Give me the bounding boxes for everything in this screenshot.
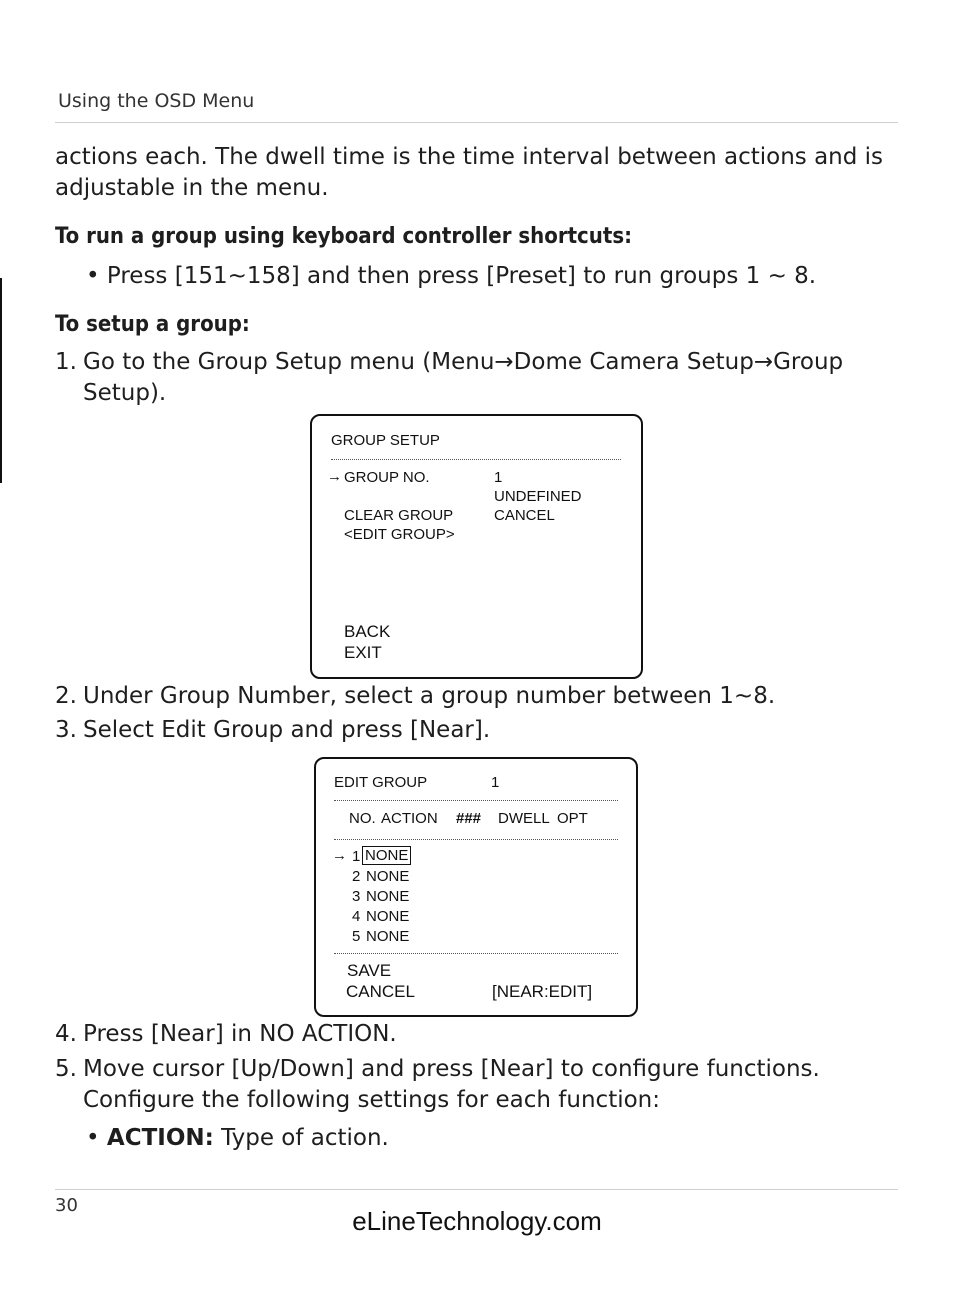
header-rule: [55, 122, 898, 123]
row-number: 4: [352, 908, 361, 925]
row-action: NONE: [366, 928, 410, 945]
col-opt: OPT: [557, 810, 588, 827]
save-item: SAVE: [347, 961, 392, 980]
row-action-selected: NONE: [362, 846, 411, 865]
step-2: [0, 681, 954, 712]
step-5: [0, 1054, 954, 1118]
edit-group-number: 1: [491, 774, 500, 791]
near-edit-hint: [NEAR:EDIT]: [492, 982, 593, 1001]
step-number: 1.: [55, 349, 77, 375]
col-dwell: DWELL: [498, 810, 550, 827]
step-4: [0, 1019, 954, 1050]
edit-group-screen: [314, 757, 638, 1017]
clear-group-label: CLEAR GROUP: [344, 507, 454, 524]
col-action: ACTION: [381, 810, 438, 827]
back-item: BACK: [344, 622, 391, 641]
row-number: 5: [352, 928, 361, 945]
row-action: NONE: [366, 868, 410, 885]
group-setup-screen: [310, 414, 643, 679]
osd-divider: [331, 459, 621, 460]
col-no: NO.: [349, 810, 376, 827]
intro-paragraph: actions each. The dwell time is the time interval between actions and is adjustable in the menu.: [55, 144, 884, 201]
osd-divider: [334, 839, 618, 840]
step-3: [0, 715, 954, 746]
step-number: 5.: [55, 1056, 77, 1082]
exit-item: EXIT: [344, 643, 382, 662]
footer-rule: [55, 1189, 898, 1190]
step-number: 2.: [55, 683, 77, 709]
bullet-keyboard: • Press [151~158] and then press [Preset] to run groups 1 ~ 8.: [86, 263, 817, 289]
group-status: UNDEFINED: [494, 488, 582, 505]
step-text: Press [Near] in NO ACTION.: [83, 1021, 397, 1047]
group-no-value: 1: [494, 469, 503, 486]
footer-website: eLineTechnology.com: [352, 1206, 602, 1236]
osd-title: GROUP SETUP: [331, 432, 440, 449]
step-text: Select Edit Group and press [Near].: [83, 717, 491, 743]
edit-group-item: <EDIT GROUP>: [344, 526, 455, 543]
row-action: NONE: [366, 888, 410, 905]
heading-setup: To setup a group:: [55, 312, 250, 337]
row-number: 3: [352, 888, 361, 905]
row-number: 2: [352, 868, 361, 885]
page-number: 30: [55, 1195, 78, 1216]
clear-group-value: CANCEL: [494, 507, 555, 524]
cancel-item: CANCEL: [346, 982, 415, 1001]
osd-divider: [334, 953, 618, 954]
step-text: Under Group Number, select a group number between 1~8.: [83, 683, 776, 709]
group-no-label: GROUP NO.: [344, 469, 430, 486]
step-number: 4.: [55, 1021, 77, 1047]
action-term: ACTION:: [106, 1125, 214, 1151]
step-text: Go to the Group Setup menu (Menu→Dome Camera Setup→Group Setup).: [83, 349, 844, 406]
cursor-arrow-icon: →: [332, 847, 347, 864]
action-description: Type of action.: [221, 1125, 389, 1151]
row-action: NONE: [366, 908, 410, 925]
step-1: [0, 347, 954, 411]
cursor-arrow-icon: →: [327, 468, 342, 485]
heading-keyboard: To run a group using keyboard controller shortcuts:: [55, 224, 633, 249]
bullet-action: [86, 1123, 389, 1154]
row-number: 1: [352, 848, 361, 865]
step-text: Move cursor [Up/Down] and press [Near] to configure functions. Configure the following settings for each function:: [83, 1056, 820, 1113]
osd-title: EDIT GROUP: [334, 774, 428, 791]
step-number: 3.: [55, 717, 77, 743]
bullet-dot: •: [86, 1125, 100, 1151]
col-hash: ###: [456, 810, 482, 827]
osd-divider: [334, 800, 618, 801]
section-header: Using the OSD Menu: [58, 90, 255, 112]
